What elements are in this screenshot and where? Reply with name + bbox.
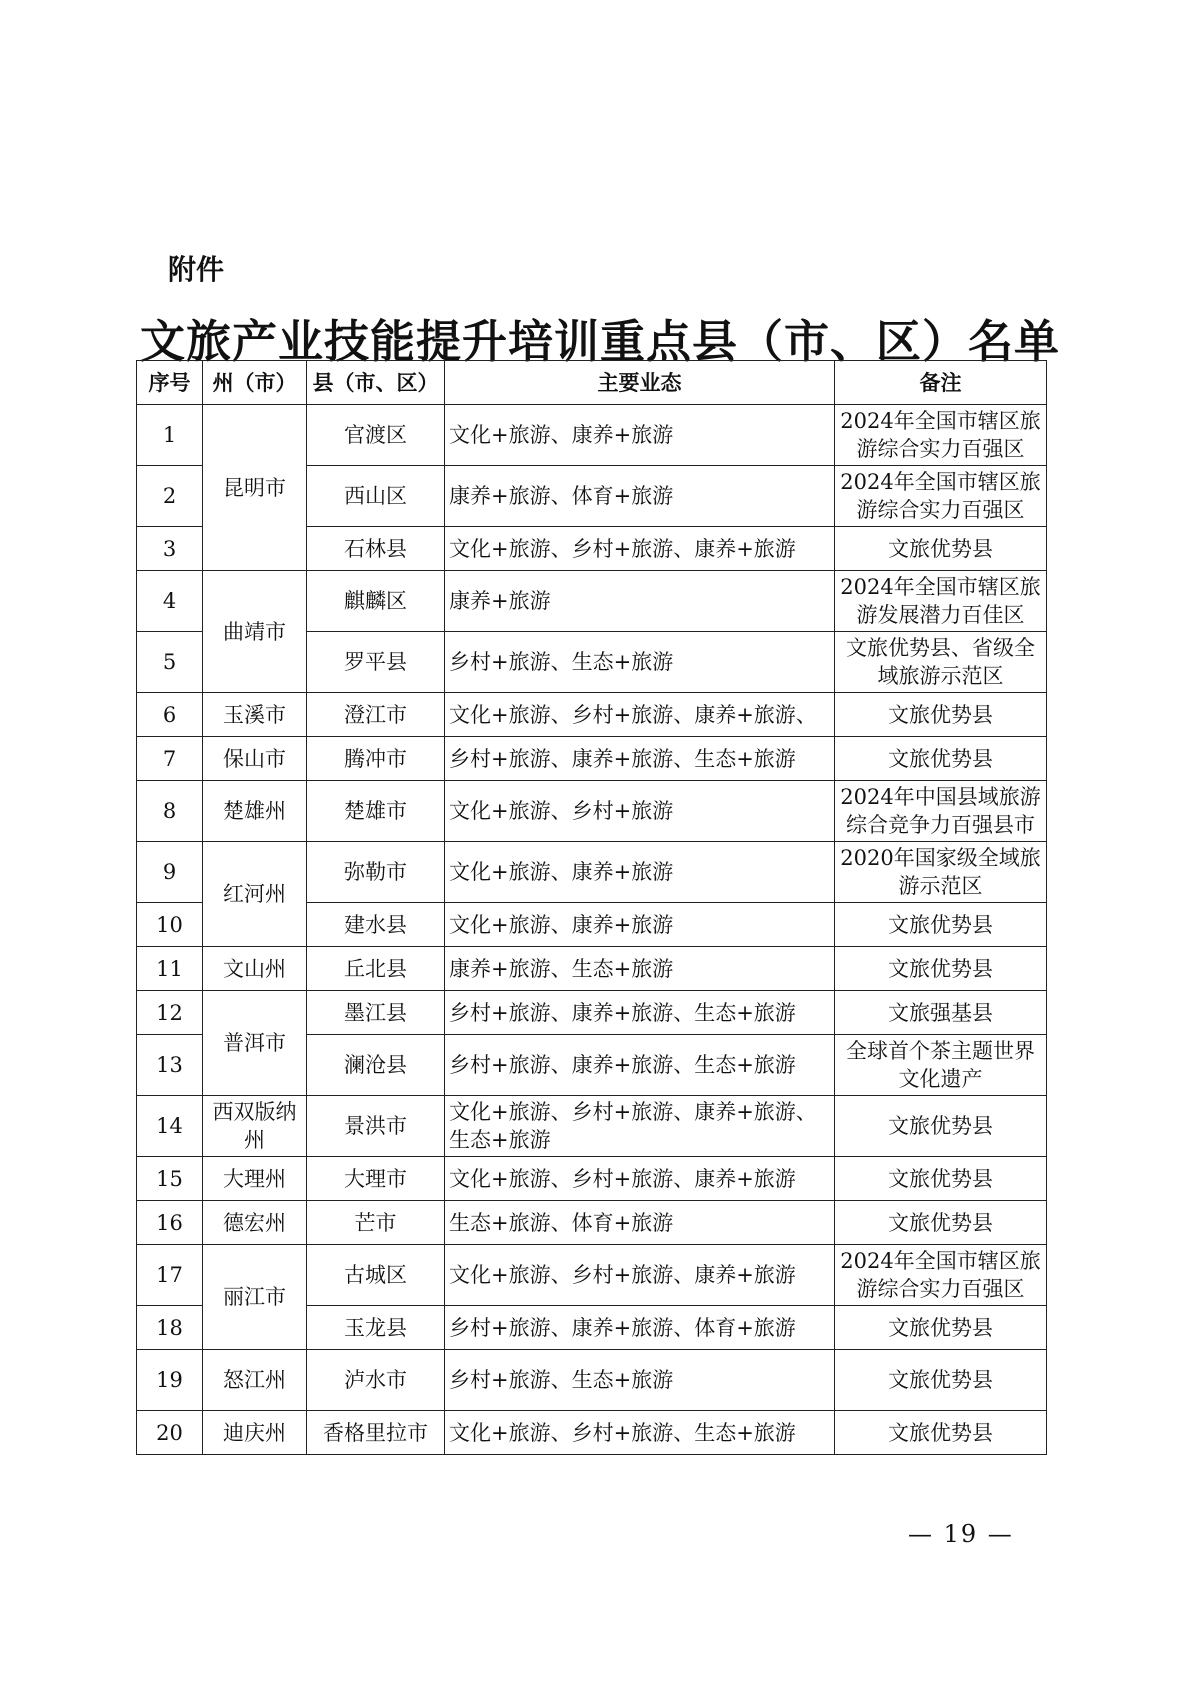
row-business: 文化+旅游、乡村+旅游、生态+旅游 <box>445 1411 835 1455</box>
row-county: 古城区 <box>307 1245 445 1306</box>
table-row <box>137 842 1047 903</box>
row-county: 官渡区 <box>307 405 445 466</box>
row-county: 景洪市 <box>307 1096 445 1157</box>
row-business: 文化+旅游、康养+旅游 <box>445 842 835 903</box>
header-no: 序号 <box>137 361 203 405</box>
row-county: 弥勒市 <box>307 842 445 903</box>
row-remark: 2020年国家级全域旅游示范区 <box>835 842 1047 903</box>
row-remark: 2024年中国县域旅游综合竞争力百强县市 <box>835 781 1047 842</box>
row-county: 墨江县 <box>307 991 445 1035</box>
row-prefecture: 昆明市 <box>203 405 307 571</box>
row-remark: 2024年全国市辖区旅游综合实力百强区 <box>835 466 1047 527</box>
document-title: 文旅产业技能提升培训重点县（市、区）名单 <box>139 315 1060 368</box>
table-row <box>137 1157 1047 1201</box>
row-no: 10 <box>137 903 203 947</box>
table-row <box>137 991 1047 1035</box>
table-row <box>137 781 1047 842</box>
row-business: 文化+旅游、乡村+旅游 <box>445 781 835 842</box>
row-county: 建水县 <box>307 903 445 947</box>
county-list-table <box>136 360 1047 1455</box>
row-business: 文化+旅游、乡村+旅游、康养+旅游、生态+旅游 <box>445 1096 835 1157</box>
row-prefecture: 楚雄州 <box>203 781 307 842</box>
table-row <box>137 737 1047 781</box>
table-row <box>137 947 1047 991</box>
row-county: 澜沧县 <box>307 1035 445 1096</box>
row-remark: 文旅优势县 <box>835 903 1047 947</box>
row-business: 文化+旅游、乡村+旅游、康养+旅游 <box>445 527 835 571</box>
table-row <box>137 1245 1047 1306</box>
row-business: 乡村+旅游、生态+旅游 <box>445 632 835 693</box>
row-remark: 文旅优势县 <box>835 1350 1047 1411</box>
row-no: 13 <box>137 1035 203 1096</box>
table-row <box>137 405 1047 466</box>
row-no: 12 <box>137 991 203 1035</box>
row-prefecture: 丽江市 <box>203 1245 307 1350</box>
row-remark: 文旅优势县 <box>835 1157 1047 1201</box>
row-no: 18 <box>137 1306 203 1350</box>
row-county: 罗平县 <box>307 632 445 693</box>
row-business: 文化+旅游、乡村+旅游、康养+旅游 <box>445 1157 835 1201</box>
row-business: 文化+旅游、康养+旅游 <box>445 405 835 466</box>
row-prefecture: 德宏州 <box>203 1201 307 1245</box>
table-row <box>137 693 1047 737</box>
row-business: 乡村+旅游、康养+旅游、生态+旅游 <box>445 737 835 781</box>
row-remark: 文旅优势县 <box>835 1096 1047 1157</box>
row-prefecture: 保山市 <box>203 737 307 781</box>
row-no: 7 <box>137 737 203 781</box>
row-county: 大理市 <box>307 1157 445 1201</box>
header-county: 县（市、区） <box>307 361 445 405</box>
page-number: — 19 — <box>908 1520 1014 1548</box>
row-county: 泸水市 <box>307 1350 445 1411</box>
attachment-label: 附件 <box>168 253 225 286</box>
row-no: 2 <box>137 466 203 527</box>
row-business: 乡村+旅游、康养+旅游、体育+旅游 <box>445 1306 835 1350</box>
row-business: 康养+旅游、生态+旅游 <box>445 947 835 991</box>
row-no: 1 <box>137 405 203 466</box>
row-prefecture: 玉溪市 <box>203 693 307 737</box>
row-remark: 文旅优势县 <box>835 527 1047 571</box>
row-business: 乡村+旅游、生态+旅游 <box>445 1350 835 1411</box>
row-no: 20 <box>137 1411 203 1455</box>
row-remark: 文旅优势县 <box>835 1306 1047 1350</box>
row-no: 8 <box>137 781 203 842</box>
table-row <box>137 571 1047 632</box>
row-remark: 全球首个茶主题世界文化遗产 <box>835 1035 1047 1096</box>
row-remark: 文旅优势县、省级全域旅游示范区 <box>835 632 1047 693</box>
row-business: 康养+旅游、体育+旅游 <box>445 466 835 527</box>
row-business: 康养+旅游 <box>445 571 835 632</box>
table-row <box>137 1350 1047 1411</box>
table-row <box>137 1096 1047 1157</box>
row-county: 澄江市 <box>307 693 445 737</box>
row-no: 15 <box>137 1157 203 1201</box>
row-county: 楚雄市 <box>307 781 445 842</box>
row-business: 文化+旅游、乡村+旅游、康养+旅游、 <box>445 693 835 737</box>
row-county: 芒市 <box>307 1201 445 1245</box>
header-prefecture: 州（市） <box>203 361 307 405</box>
row-prefecture: 西双版纳州 <box>203 1096 307 1157</box>
row-business: 乡村+旅游、康养+旅游、生态+旅游 <box>445 1035 835 1096</box>
row-prefecture: 文山州 <box>203 947 307 991</box>
row-remark: 2024年全国市辖区旅游发展潜力百佳区 <box>835 571 1047 632</box>
header-business: 主要业态 <box>445 361 835 405</box>
row-remark: 文旅优势县 <box>835 693 1047 737</box>
row-county: 玉龙县 <box>307 1306 445 1350</box>
table-row <box>137 1411 1047 1455</box>
row-prefecture: 普洱市 <box>203 991 307 1096</box>
row-no: 16 <box>137 1201 203 1245</box>
row-county: 西山区 <box>307 466 445 527</box>
table-row <box>137 1201 1047 1245</box>
row-county: 腾冲市 <box>307 737 445 781</box>
row-remark: 文旅优势县 <box>835 1411 1047 1455</box>
row-county: 石林县 <box>307 527 445 571</box>
row-no: 5 <box>137 632 203 693</box>
row-remark: 2024年全国市辖区旅游综合实力百强区 <box>835 405 1047 466</box>
row-no: 19 <box>137 1350 203 1411</box>
row-no: 4 <box>137 571 203 632</box>
row-no: 6 <box>137 693 203 737</box>
row-no: 14 <box>137 1096 203 1157</box>
row-remark: 文旅优势县 <box>835 737 1047 781</box>
header-remark: 备注 <box>835 361 1047 405</box>
row-remark: 文旅强基县 <box>835 991 1047 1035</box>
row-business: 文化+旅游、乡村+旅游、康养+旅游 <box>445 1245 835 1306</box>
row-prefecture: 怒江州 <box>203 1350 307 1411</box>
row-no: 3 <box>137 527 203 571</box>
row-no: 9 <box>137 842 203 903</box>
row-prefecture: 迪庆州 <box>203 1411 307 1455</box>
row-county: 丘北县 <box>307 947 445 991</box>
row-county: 麒麟区 <box>307 571 445 632</box>
row-remark: 文旅优势县 <box>835 1201 1047 1245</box>
row-prefecture: 红河州 <box>203 842 307 947</box>
row-remark: 2024年全国市辖区旅游综合实力百强区 <box>835 1245 1047 1306</box>
table-header-row <box>137 361 1047 405</box>
row-no: 17 <box>137 1245 203 1306</box>
row-prefecture: 大理州 <box>203 1157 307 1201</box>
row-no: 11 <box>137 947 203 991</box>
row-county: 香格里拉市 <box>307 1411 445 1455</box>
row-business: 文化+旅游、康养+旅游 <box>445 903 835 947</box>
row-business: 生态+旅游、体育+旅游 <box>445 1201 835 1245</box>
row-prefecture: 曲靖市 <box>203 571 307 693</box>
row-remark: 文旅优势县 <box>835 947 1047 991</box>
row-business: 乡村+旅游、康养+旅游、生态+旅游 <box>445 991 835 1035</box>
